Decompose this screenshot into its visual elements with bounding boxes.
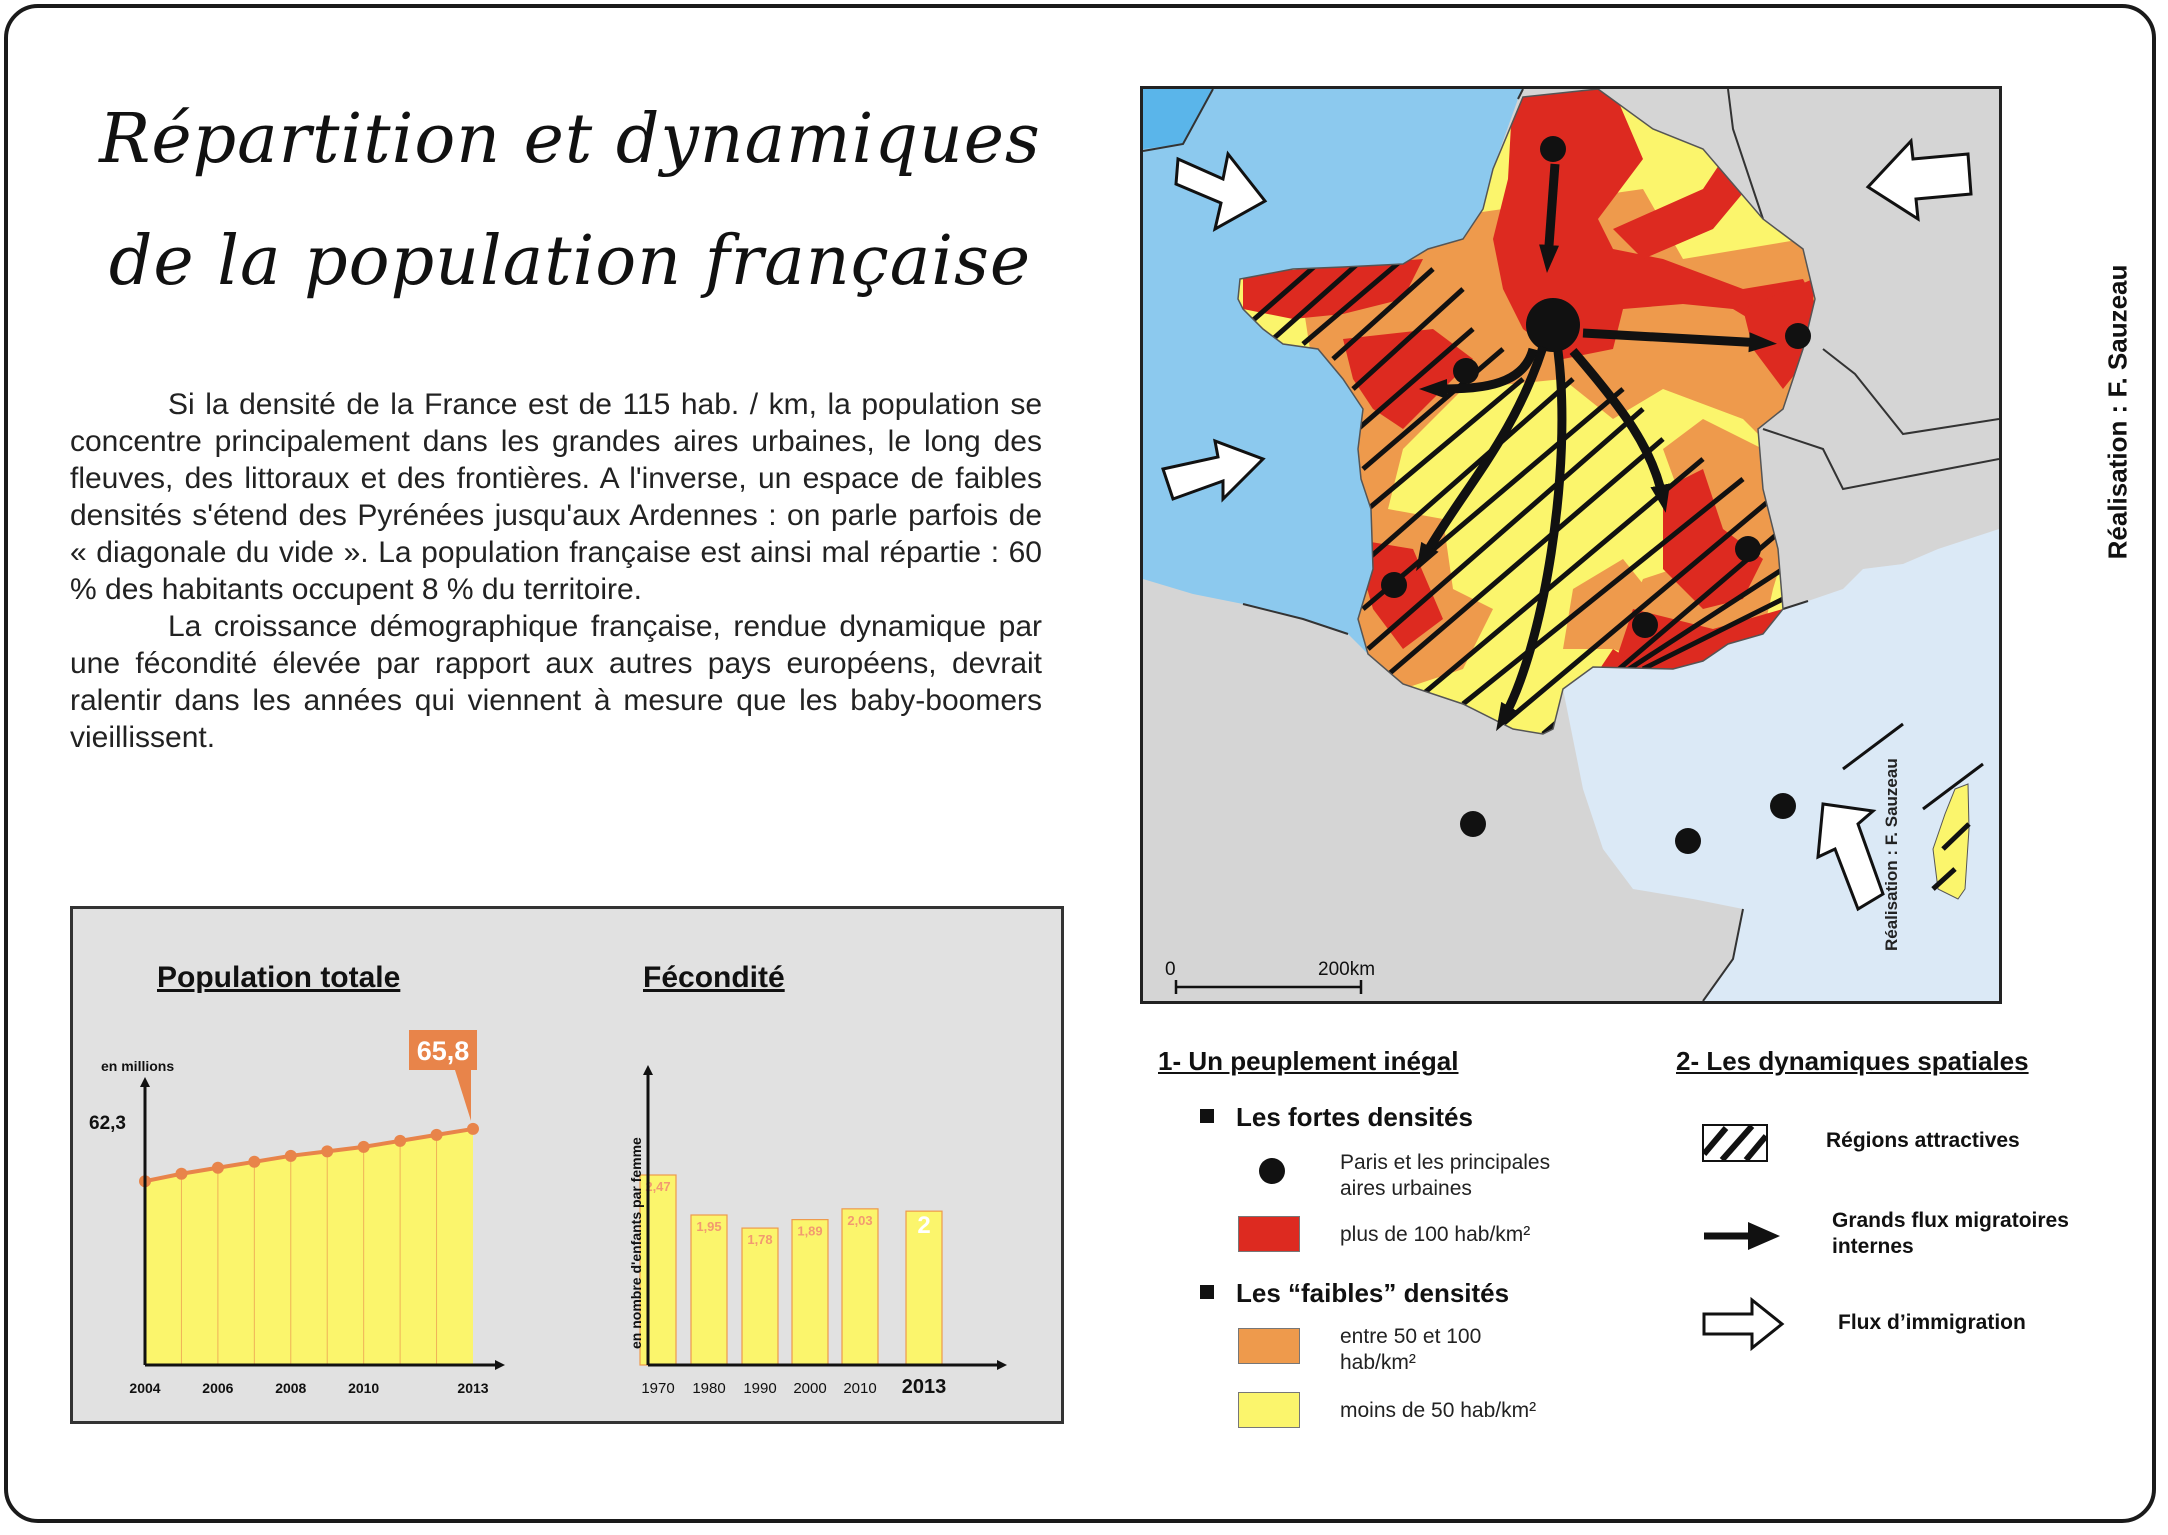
- population-point: [467, 1123, 479, 1135]
- page-title-line1: Répartition et dynamiques: [99, 100, 1041, 179]
- fertility-x-tick: 1980: [692, 1380, 726, 1397]
- population-point: [321, 1145, 333, 1157]
- charts-svg: [73, 909, 1061, 1421]
- fertility-bar: [792, 1220, 828, 1365]
- population-point: [358, 1141, 370, 1153]
- population-last-value-label: 65,8: [416, 1036, 470, 1066]
- fertility-bar: [742, 1228, 778, 1365]
- population-x-tick: 2010: [348, 1380, 380, 1396]
- author-credit: Réalisation : F. Sauzeau: [2102, 264, 2133, 560]
- population-area: [145, 1129, 473, 1365]
- intro-text: [70, 386, 1042, 756]
- population-point: [285, 1150, 297, 1162]
- intro-paragraph-1: Si la densité de la France est de 115 hab. / km, la population se concentre principalement dans les grandes aires urbaines, le long des fleuves, des littoraux et des frontières. A l'inverse, un espace de faibles densités s'étend des Pyrénées jusqu'aux Ardennes : on parle parfois de « diagonale du vide ». La population française est ainsi mal répartie : 60 % des habitants occupent 8 % du territoire.: [70, 388, 1042, 606]
- legend-dense-swatch: [1238, 1216, 1300, 1252]
- legend-city-dot-icon: [1257, 1156, 1287, 1186]
- legend-section-2-title: 2- Les dynamiques spatiales: [1676, 1046, 2029, 1076]
- population-chart-title: Population totale: [157, 961, 401, 994]
- legend-immigration-arrow-icon: [1702, 1296, 1786, 1352]
- population-point: [248, 1156, 260, 1168]
- population-y-label: en millions: [101, 1058, 175, 1074]
- population-first-value-label: 62,3: [89, 1113, 126, 1134]
- legend-faibles-densites: Les “faibles” densités: [1200, 1278, 1509, 1309]
- legend-low-swatch: [1238, 1392, 1300, 1428]
- fertility-value-label: 2: [917, 1212, 931, 1240]
- population-x-tick: 2006: [202, 1380, 234, 1396]
- fertility-x-tick: 1990: [743, 1380, 777, 1397]
- population-point: [175, 1168, 187, 1180]
- legend-dense-label: plus de 100 hab/km²: [1340, 1223, 1531, 1246]
- fertility-value-label: 1,89: [797, 1223, 823, 1239]
- fertility-value-label: 1,95: [696, 1219, 722, 1234]
- population-x-tick: 2013: [457, 1380, 489, 1396]
- fertility-value-label: 2,47: [645, 1179, 671, 1194]
- fertility-x-tick: 2000: [793, 1380, 827, 1397]
- fertility-y-label: en nombre d'enfants par femme: [628, 1137, 644, 1349]
- population-point: [212, 1162, 224, 1174]
- legend-hatch-icon: [1702, 1124, 1768, 1162]
- fertility-x-tick: 2010: [843, 1380, 877, 1397]
- fertility-bar: [842, 1209, 878, 1365]
- fertility-value-label: 2,03: [847, 1212, 873, 1228]
- population-point: [431, 1129, 443, 1141]
- fertility-value-label: 1,78: [747, 1232, 773, 1248]
- intro-paragraph-2: La croissance démographique française, rendue dynamique par une fécondité élevée par rapport aux autres pays européens, devrait ralentir dans les années qui viennent à mesure que les baby-boomers vieillissent.: [70, 610, 1042, 754]
- legend-flux-internes-label: Grands flux migratoires internes: [1832, 1209, 2069, 1258]
- population-x-tick: 2008: [275, 1380, 307, 1396]
- fertility-x-tick: 1970: [641, 1380, 675, 1397]
- map-credit-inset: Réalisation : F. Sauzeau: [1882, 758, 1901, 951]
- legend-paris-label: Paris et les principales aires urbaines: [1340, 1151, 1551, 1200]
- page-title-line2: de la population française: [108, 222, 1032, 301]
- population-x-tick: 2004: [129, 1380, 161, 1396]
- legend-medium-label: entre 50 et 100 hab/km²: [1340, 1325, 1482, 1374]
- fertility-x-tick: 2013: [901, 1376, 947, 1398]
- legend-immigration-label: Flux d’immigration: [1838, 1311, 2026, 1334]
- map-svg: [1143, 89, 1999, 1001]
- legend-fortes-densites: Les fortes densités: [1200, 1102, 1473, 1133]
- france-map: [1140, 86, 2002, 1004]
- charts-panel: [70, 906, 1064, 1424]
- population-point: [394, 1135, 406, 1147]
- legend-attractive-label: Régions attractives: [1826, 1129, 2020, 1152]
- legend-low-label: moins de 50 hab/km²: [1340, 1399, 1537, 1422]
- legend-internal-flux-arrow-icon: [1702, 1216, 1782, 1256]
- legend-section-1-title: 1- Un peuplement inégal: [1158, 1046, 1459, 1076]
- scale-start-label: 0: [1165, 959, 1176, 980]
- fertility-bar: [640, 1175, 676, 1365]
- scale-end-label: 200km: [1318, 959, 1376, 980]
- population-callout-pointer: [455, 1070, 471, 1121]
- fertility-chart-title: Fécondité: [643, 961, 785, 994]
- legend-medium-swatch: [1238, 1328, 1300, 1364]
- fertility-bar: [691, 1215, 727, 1365]
